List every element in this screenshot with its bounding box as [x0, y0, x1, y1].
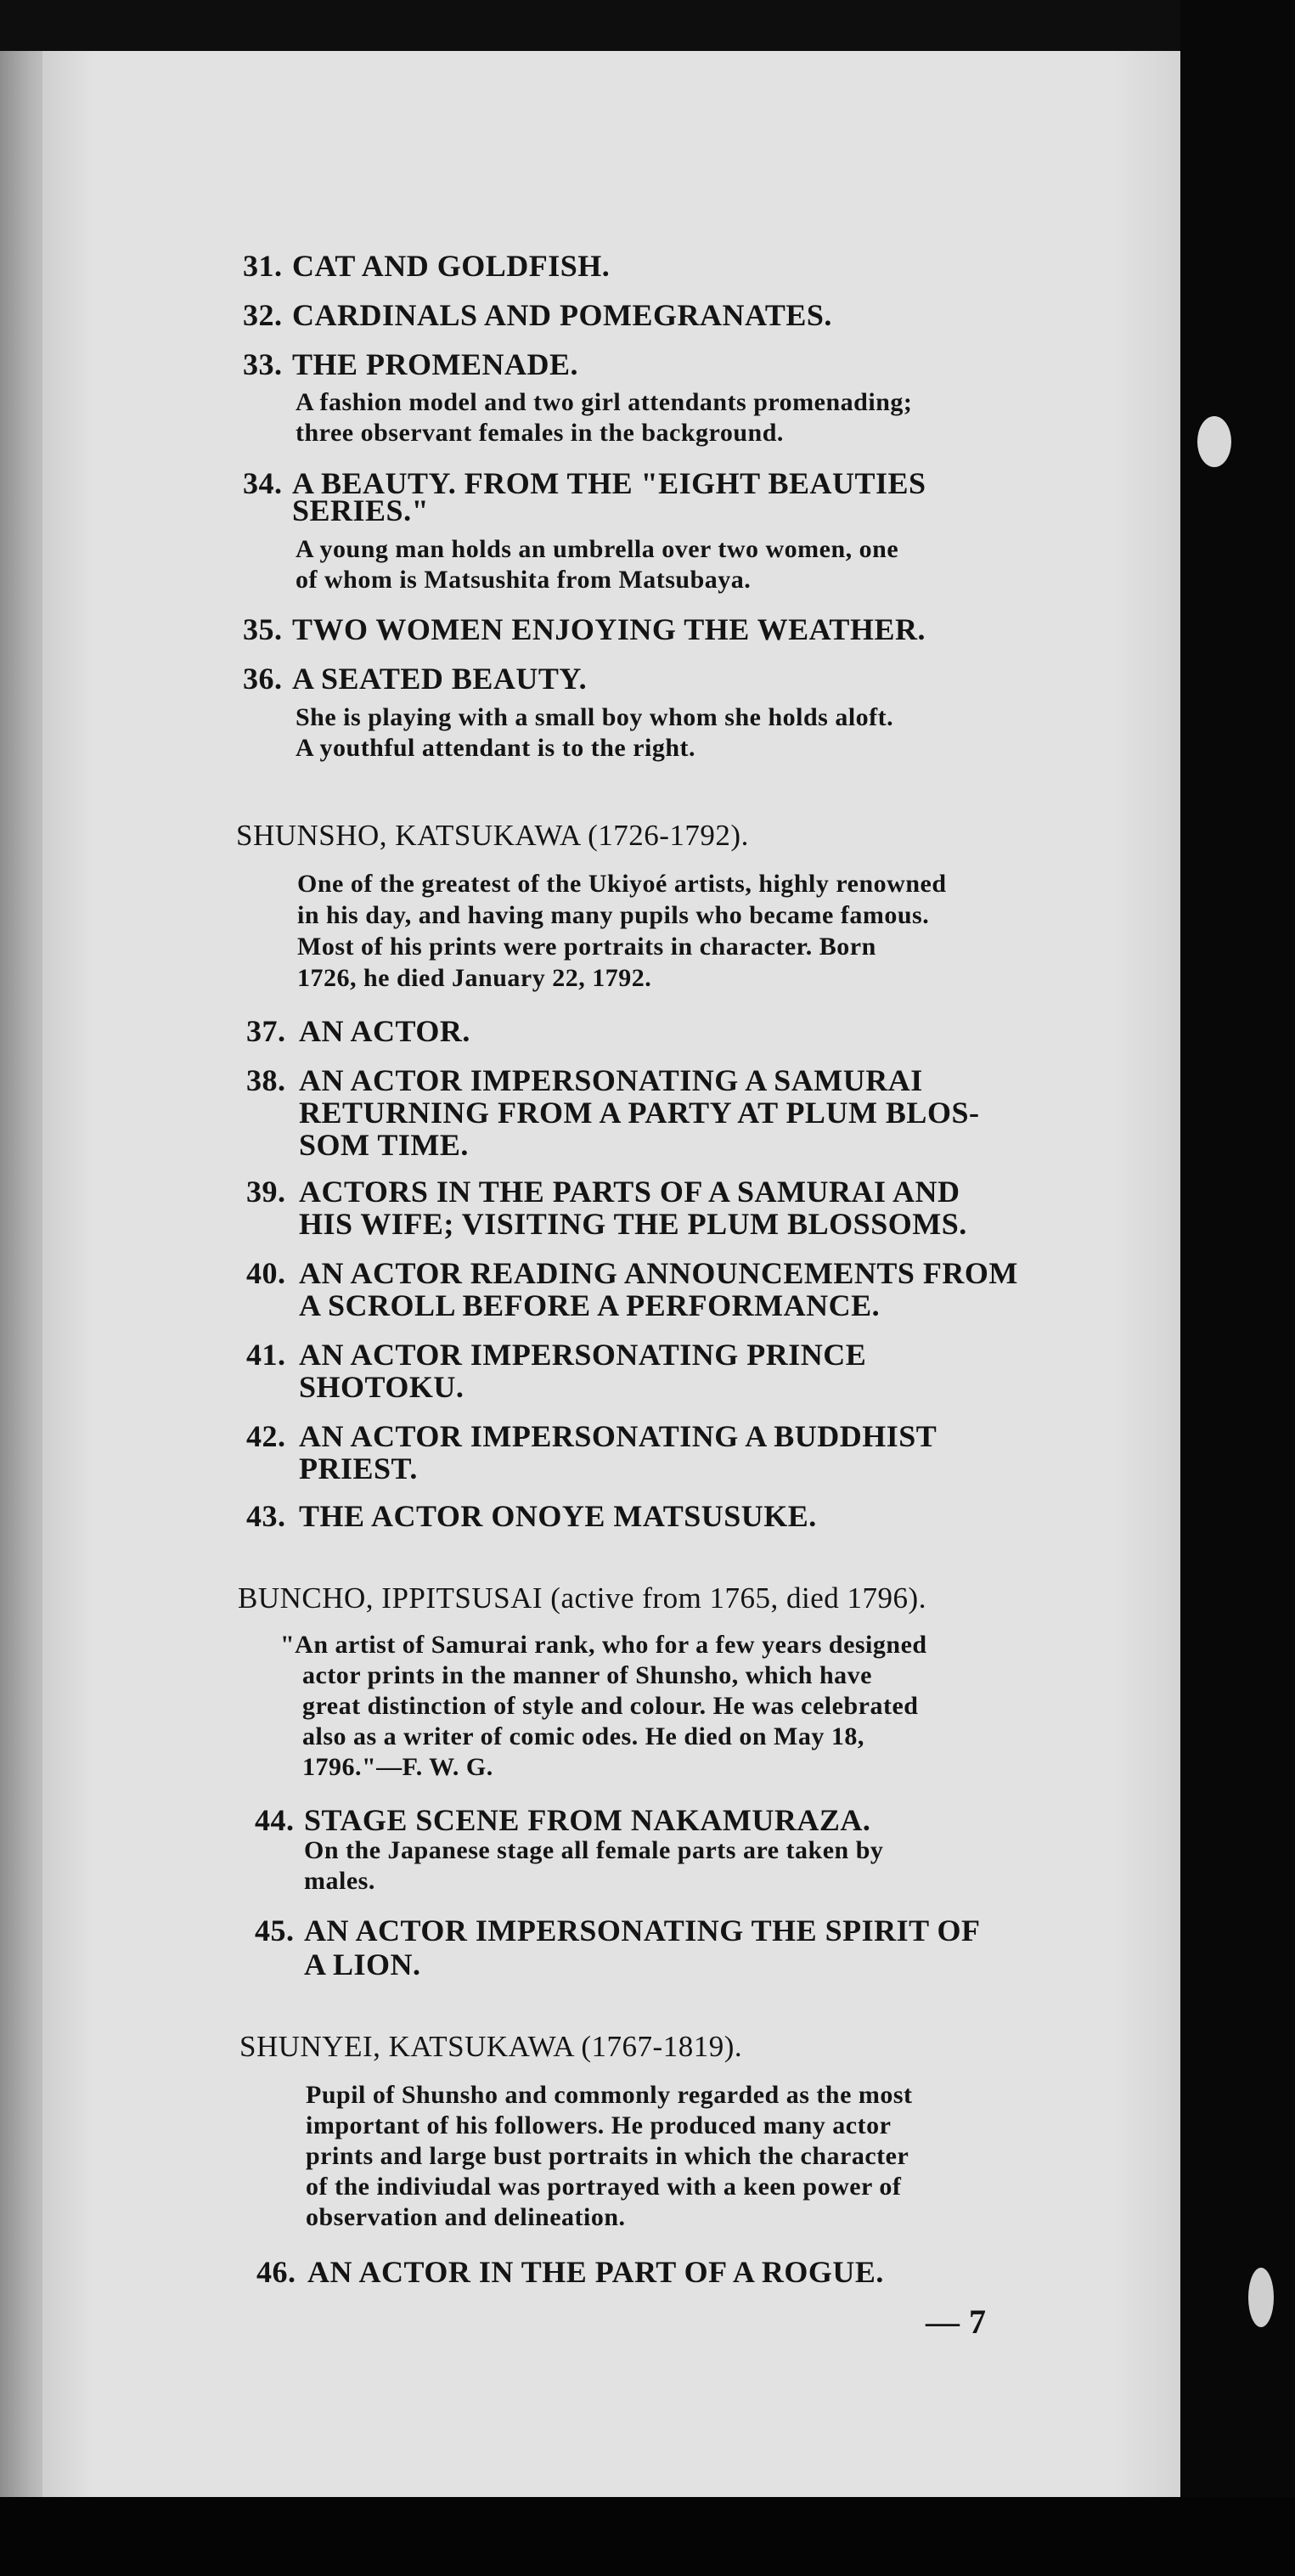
entry-title: PRIEST. — [299, 1451, 418, 1485]
entry-title: CAT AND GOLDFISH. — [292, 249, 611, 283]
artist-bio: great distinction of style and colour. He was celebrated — [302, 1692, 919, 1720]
entry-description: of whom is Matsushita from Matsubaya. — [296, 566, 752, 594]
entry-description: males. — [304, 1867, 375, 1895]
entry-number: 35. — [243, 612, 283, 646]
entry-title: SERIES." — [292, 493, 430, 527]
artist-bio: of the indiviudal was portrayed with a keen power of — [306, 2173, 902, 2201]
entry-number: 37. — [246, 1014, 286, 1048]
entry-number: 46. — [256, 2255, 296, 2289]
entry-description: A youthful attendant is to the right. — [296, 734, 696, 762]
page-number: — 7 — [926, 2303, 987, 2341]
entry-description: A young man holds an umbrella over two women, one — [296, 535, 899, 563]
entry-title: THE ACTOR ONOYE MATSUSUKE. — [299, 1499, 817, 1533]
entry-description: On the Japanese stage all female parts are taken by — [304, 1836, 884, 1864]
entry-title: SHOTOKU. — [299, 1370, 465, 1404]
entry-title: AN ACTOR IMPERSONATING THE SPIRIT OF — [304, 1914, 981, 1948]
entry-title: AN ACTOR READING ANNOUNCEMENTS FROM — [299, 1256, 1018, 1290]
artist-bio: prints and large bust portraits in which the character — [306, 2142, 909, 2170]
entry-number: 33. — [243, 347, 283, 381]
entry-number: 40. — [246, 1256, 286, 1290]
entry-number: 36. — [243, 662, 283, 696]
entry-title: AN ACTOR IN THE PART OF A ROGUE. — [307, 2255, 884, 2289]
artist-bio: in his day, and having many pupils who became famous. — [297, 901, 930, 929]
artist-bio: Most of his prints were portraits in character. Born — [297, 933, 876, 961]
entry-description: A fashion model and two girl attendants promenading; — [296, 388, 913, 416]
entry-title: RETURNING FROM A PARTY AT PLUM BLOS- — [299, 1096, 980, 1130]
entry-title: AN ACTOR IMPERSONATING A SAMURAI — [299, 1063, 923, 1097]
artist-bio: observation and delineation. — [306, 2203, 626, 2231]
entry-number: 42. — [246, 1419, 286, 1453]
entry-title: SOM TIME. — [299, 1128, 469, 1162]
scan-border-right — [1180, 0, 1295, 2576]
entry-number: 41. — [246, 1338, 286, 1372]
artist-bio: Pupil of Shunsho and commonly regarded as the most — [306, 2081, 913, 2109]
entry-number: 45. — [255, 1914, 295, 1948]
entry-number: 38. — [246, 1063, 286, 1097]
scan-border-bottom — [0, 2497, 1295, 2576]
artist-bio: "An artist of Samurai rank, who for a few years designed — [280, 1631, 927, 1659]
entry-title: A SCROLL BEFORE A PERFORMANCE. — [299, 1288, 881, 1322]
entry-title: A SEATED BEAUTY. — [292, 662, 588, 696]
artist-bio: also as a writer of comic odes. He died on May 18, — [302, 1722, 864, 1750]
entry-title: CARDINALS AND POMEGRANATES. — [292, 298, 832, 332]
entry-number: 32. — [243, 298, 283, 332]
entry-number: 39. — [246, 1175, 286, 1209]
entry-title: STAGE SCENE FROM NAKAMURAZA. — [304, 1803, 871, 1837]
artist-bio: actor prints in the manner of Shunsho, which have — [302, 1661, 872, 1689]
entry-title: AN ACTOR IMPERSONATING PRINCE — [299, 1338, 867, 1372]
entry-title: AN ACTOR IMPERSONATING A BUDDHIST — [299, 1419, 937, 1453]
entry-title: ACTORS IN THE PARTS OF A SAMURAI AND — [299, 1175, 960, 1209]
entry-title: HIS WIFE; VISITING THE PLUM BLOSSOMS. — [299, 1207, 967, 1241]
entry-title: THE PROMENADE. — [292, 347, 579, 381]
scan-speck — [1248, 2268, 1274, 2327]
entry-title: A BEAUTY. FROM THE "EIGHT BEAUTIES — [292, 466, 926, 500]
entry-number: 31. — [243, 249, 283, 283]
scan-speck — [1197, 416, 1231, 467]
entry-number: 44. — [255, 1803, 295, 1837]
entry-title: AN ACTOR. — [299, 1014, 470, 1048]
entry-number: 34. — [243, 466, 283, 500]
entry-title: A LION. — [304, 1948, 421, 1981]
entry-description: She is playing with a small boy whom she holds aloft. — [296, 703, 894, 731]
artist-bio: One of the greatest of the Ukiyoé artists, highly renowned — [297, 870, 947, 898]
artist-bio: 1726, he died January 22, 1792. — [297, 964, 652, 992]
entry-description: three observant females in the background. — [296, 419, 784, 447]
artist-heading: SHUNSHO, KATSUKAWA (1726-1792). — [236, 819, 749, 852]
artist-heading: BUNCHO, IPPITSUSAI (active from 1765, died 1796). — [238, 1581, 926, 1615]
artist-bio: 1796."—F. W. G. — [302, 1753, 493, 1781]
entry-title: TWO WOMEN ENJOYING THE WEATHER. — [292, 612, 926, 646]
artist-heading: SHUNYEI, KATSUKAWA (1767-1819). — [239, 2030, 743, 2063]
artist-bio: important of his followers. He produced many actor — [306, 2111, 892, 2139]
entry-number: 43. — [246, 1499, 286, 1533]
